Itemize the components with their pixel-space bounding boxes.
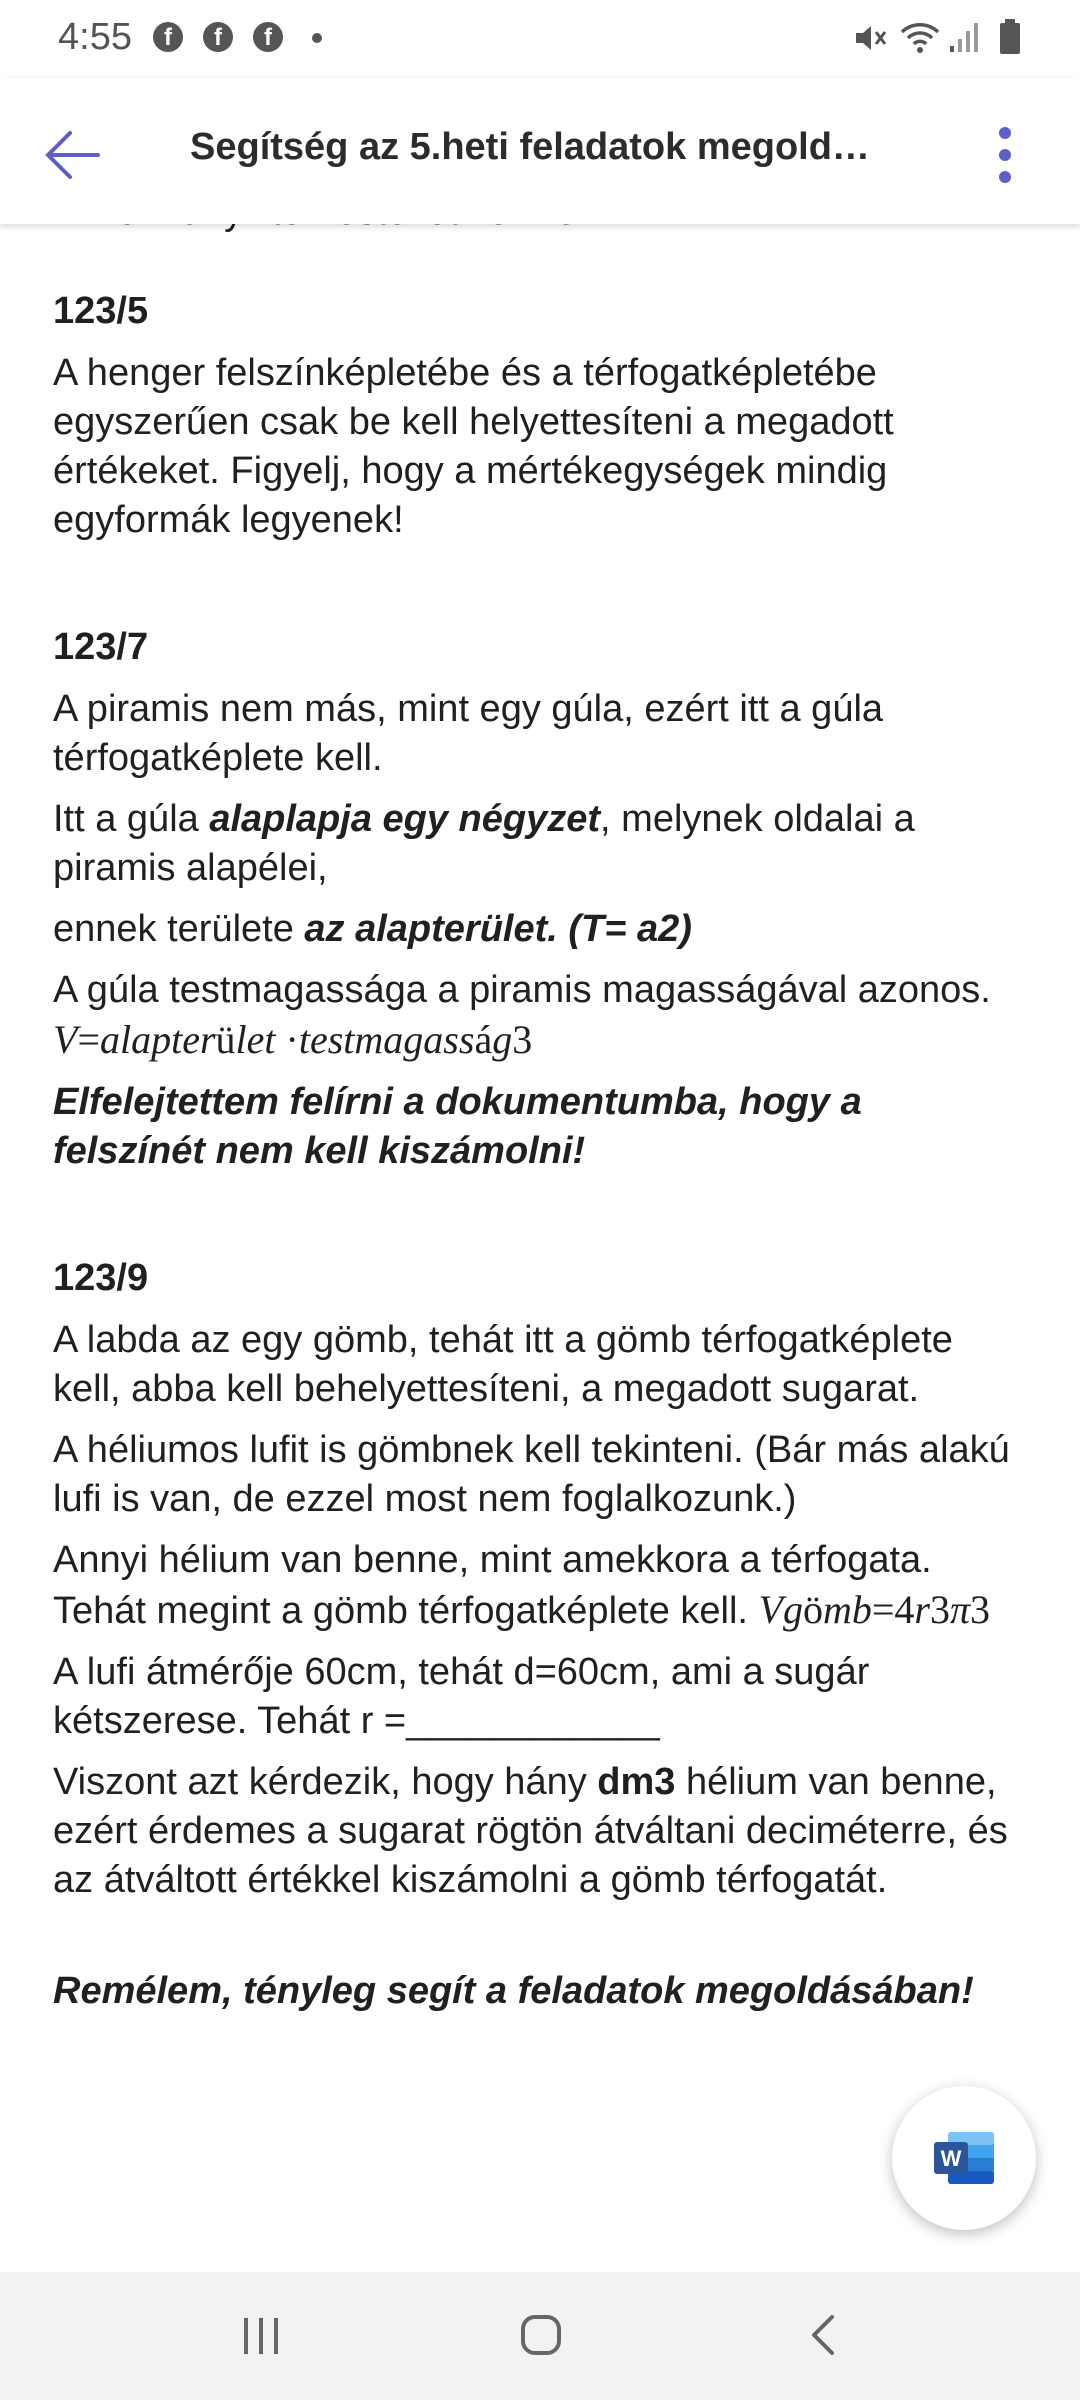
more-options-button[interactable] [985,118,1025,192]
section-heading-123-7: 123/7 [53,626,149,668]
paragraph [53,905,1013,954]
text-run: Annyi hélium van benne, mint amekkora a térfogata. Tehát megint a gömb térfogatképlete kell. [53,1539,932,1632]
emphasis-paragraph: Elfelejtettem felírni a dokumentumba, hogy a felszínét nem kell kiszámolni! [53,1081,862,1172]
system-navigation-bar [0,2272,1080,2400]
text-run: ennek területe [53,908,305,950]
text-run: Viszont azt kérdezik, hogy hány [53,1761,598,1803]
paragraph: A labda az egy gömb, tehát itt a gömb térfogatképlete kell, abba kell behelyettesíteni, a megadott sugarat. [53,1319,953,1410]
text-run: Itt a gúla [53,798,210,840]
app-bar [0,78,1080,224]
back-icon[interactable] [806,2312,840,2358]
facebook-icon: f [253,22,283,52]
section-heading-123-9: 123/9 [53,1257,149,1299]
svg-text:W: W [940,2146,962,2171]
paragraph [53,966,1013,1066]
paragraph: A piramis nem más, mint egy gúla, ezért itt a gúla térfogatképlete kell. [53,688,884,779]
word-icon [930,2128,998,2188]
pyramid-volume-formula: V=alapterület ·testmagasság3 [53,1017,533,1062]
paragraph: A lufi átmérője 60cm, tehát d=60cm, ami a sugár kétszerese. Tehát r =____________ [53,1651,870,1742]
document-content [0,224,1080,2272]
status-time: 4:55 [58,16,132,58]
emphasis-text: alaplapja egy négyzet [209,798,601,840]
more-notifications-icon [312,33,322,43]
battery-icon [998,18,1022,56]
closing-text: Remélem, tényleg segít a feladatok megoldásában! [53,1970,974,2012]
facebook-icon: f [203,22,233,52]
open-in-word-button[interactable] [892,2086,1036,2230]
status-bar [0,0,1080,78]
paragraph [53,1536,1013,1636]
section-heading-123-5: 123/5 [53,290,149,332]
paragraph: A héliumos lufit is gömbnek kell tekinteni. (Bár más alakú lufi is van, de ezzel most nem foglalkozunk.) [53,1429,1010,1520]
emphasis-text: az alapterület. (T= a2) [304,908,692,950]
text-run: , melynek oldalai a piramis alapélei, [53,798,915,889]
back-arrow-icon[interactable] [36,118,110,192]
facebook-icon: f [153,22,183,52]
bold-text: dm3 [597,1761,676,1803]
paragraph [53,1758,1013,1905]
home-icon[interactable] [518,2312,564,2358]
text-run: hélium van benne, ezért érdemes a sugarat rögtön átváltani deciméterre, és az átváltott értékkel kiszámolni a gömb térfogatát. [53,1761,1008,1901]
sphere-volume-formula: Vgömb=4r3π3 [758,1587,991,1632]
paragraph [53,795,1013,893]
wifi-icon [898,18,942,56]
recent-apps-icon[interactable] [238,2314,284,2358]
signal-icon [948,20,980,54]
text-run: A gúla testmagassága a piramis magasságával azonos. [53,969,991,1011]
paragraph: A henger felszínképletébe és a térfogatképletébe egyszerűen csak be kell helyettesíteni a megadott értékeket. Figyelj, hogy a mértékegységek mindig egyformák legyenek! [53,352,894,541]
page-title: Segítség az 5.heti feladatok megold… [190,126,870,168]
mute-icon [852,20,888,56]
